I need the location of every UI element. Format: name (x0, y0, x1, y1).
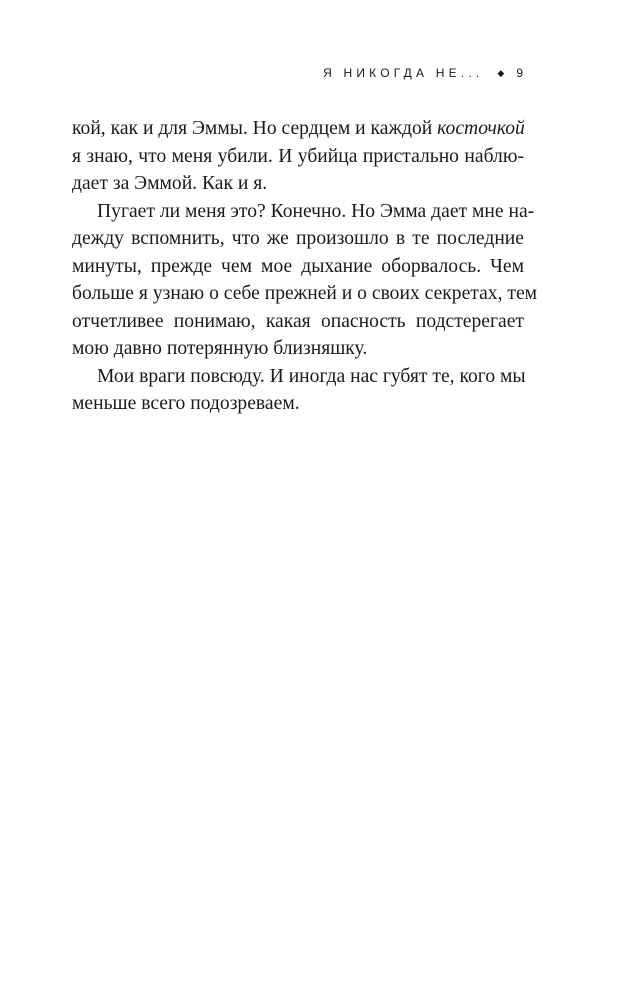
text-line: минуты, прежде чем мое дыхание оборвалось. Чем (72, 255, 524, 277)
text-line: Пугает ли меня это? Конечно. Но Эмма дает мне на- (97, 200, 535, 222)
diamond-icon: ◆ (497, 67, 505, 78)
emphasis: косточкой (437, 118, 525, 139)
text-line: отчетливее понимаю, какая опасность подстерегает (72, 310, 524, 332)
body-text (72, 115, 538, 418)
text-line: меньше всего подозреваем. (72, 393, 300, 414)
text-line: мою давно потерянную близняшку. (72, 338, 368, 359)
text-line: больше я узнаю о себе прежней и о своих секретах, тем (72, 283, 538, 304)
text-line: дежду вспомнить, что же произошло в те последние (72, 228, 524, 249)
text-line: я знаю, что меня убили. И убийца пристально наблю- (72, 145, 524, 167)
text-line: Мои враги повсюду. И иногда нас губят те, кого мы (97, 365, 526, 387)
running-header (323, 66, 523, 80)
page-number: 9 (516, 66, 523, 80)
text-line: дает за Эммой. Как и я. (72, 173, 268, 194)
text-line: кой, как и для Эммы. Но сердцем и каждой косточкой (72, 118, 525, 139)
running-title: Я НИКОГДА НЕ... (323, 66, 484, 80)
